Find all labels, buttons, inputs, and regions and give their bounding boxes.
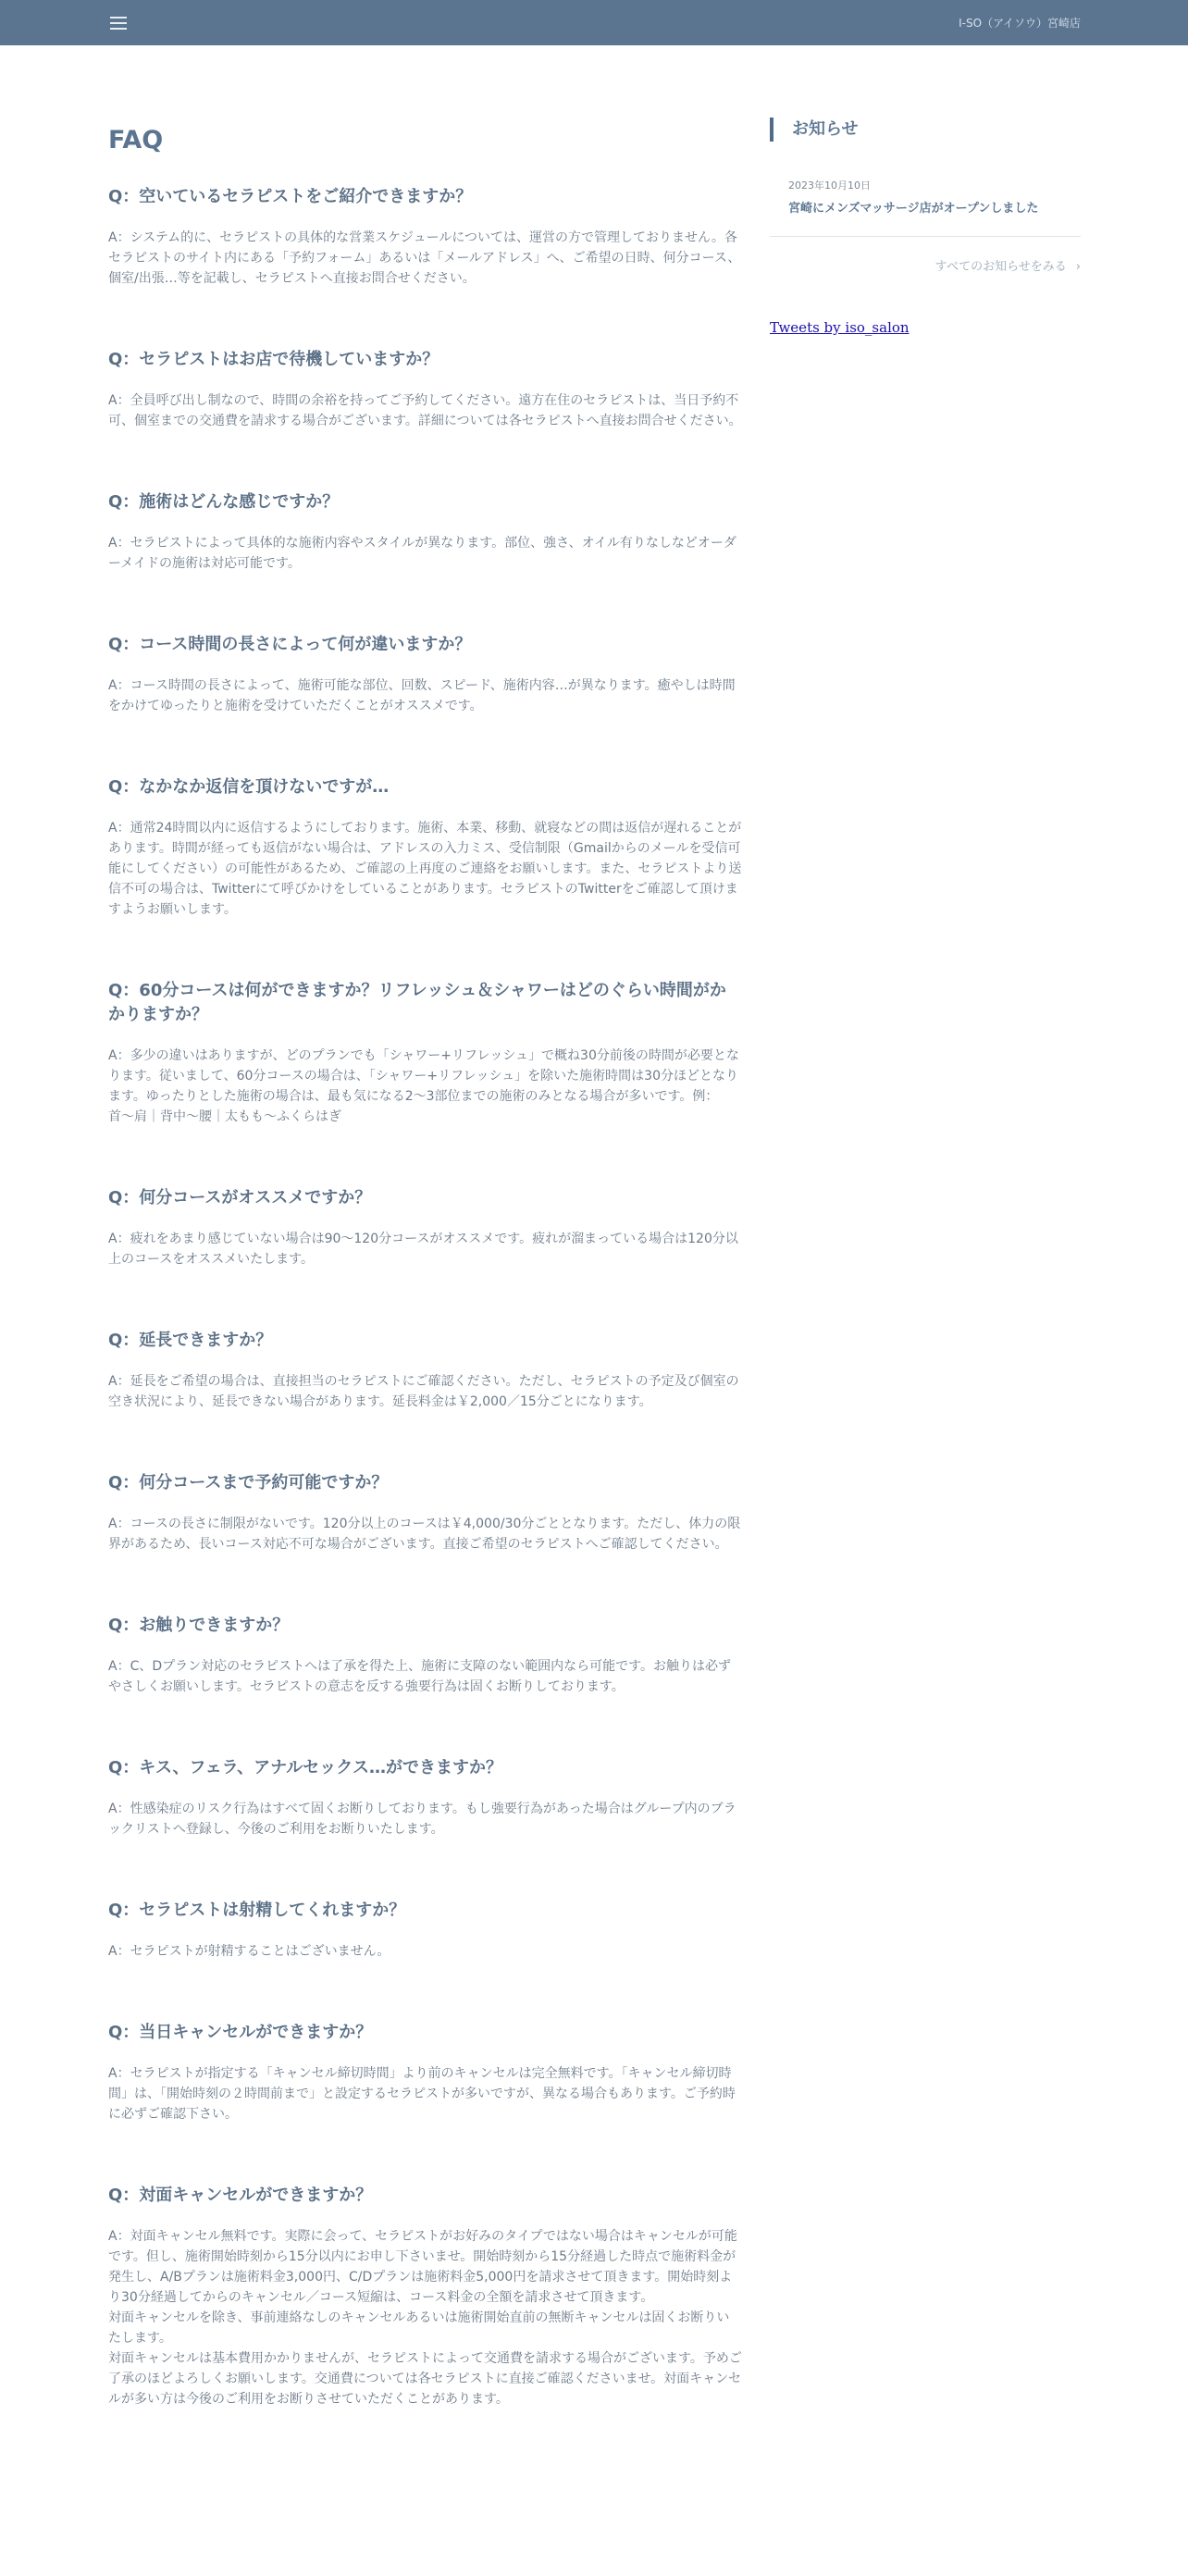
- faq-question: Q：お触りできますか？: [108, 1616, 290, 1635]
- faq-item: [108, 1186, 742, 1269]
- faq-item: [108, 633, 742, 716]
- faq-answer: A：コースの長さに制限がないです。120分以上のコースは￥4,000/30分ごととなります。ただし、体力の限界があるため、長いコース対応不可な場合がございます。直接ご希望のセラピストへご確認してください。: [108, 1517, 741, 1552]
- faq-answer: A：多少の違いはありますが、どのプランでも「シャワー+リフレッシュ」で概ね30分前後の時間が必要となります。従いまして、60分コースの場合は、「シャワー+リフレッシュ」を除いた施術時間は30分ほどとなります。ゆったりとした施術の場合は、最も気になる2〜3部位までの施術のみとなる場合が多いです。例：首〜肩｜背中〜腰｜太もも〜ふくらはぎ: [108, 1048, 739, 1124]
- faq-question: Q：何分コースがオススメですか？: [108, 1188, 372, 1208]
- faq-answer: A：コース時間の長さによって、施術可能な部位、回数、スピード、施術内容…が異なります。癒やしは時間をかけてゆったりと施術を受けていただくことがオススメです。: [108, 678, 736, 713]
- faq-item: [108, 1899, 742, 1962]
- tweets-link[interactable]: Tweets by iso_salon: [770, 319, 910, 336]
- faq-item: [108, 348, 742, 431]
- chevron-right-icon: ›: [1075, 260, 1081, 274]
- news-date: 2023年10月10日: [788, 180, 871, 192]
- faq-answer: A：対面キャンセル無料です。実際に会って、セラピストがお好みのタイプではない場合はキャンセルが可能です。但し、施術開始時刻から15分以内にお申し下さいませ。開始時刻から15分経過した時点で施術料金が発生し、A/Bプランは施術料金3,000円、C/Dプランは施術料金5,000円を請求させて頂きます。開始時刻より30分経過してからのキャンセル／コース短縮は、コース料金の全額を請求させて頂きます。 対面キャンセルを除き、事前連絡なしのキャンセルあるいは施術開始直前の無断キャンセルは固くお断りいたします。 対面キャンセルは基本費用かかりませんが、セラピストによって交通費を請求する場合がございます。予めご了承のほどよろしくお願いします。交通費については各セラピストに直接ご確認くださいませ。対面キャンセルが多い方は今後のご利用をお断りさせていただくことがあります。: [108, 2229, 742, 2407]
- all-news-link[interactable]: [770, 259, 1081, 276]
- faq-item: [108, 490, 742, 574]
- hamburger-menu-icon[interactable]: [108, 15, 130, 31]
- faq-list: [108, 185, 742, 2409]
- faq-item: [108, 1329, 742, 1412]
- faq-item: [108, 775, 742, 920]
- faq-question: Q：何分コースまで予約可能ですか？: [108, 1473, 389, 1492]
- faq-answer: A：セラピストによって具体的な施術内容やスタイルが異なります。部位、強さ、オイル有りなしなどオーダーメイドの施術は対応可能です。: [108, 536, 736, 571]
- faq-question: Q：60分コースは何ができますか？リフレッシュ＆シャワーはどのぐらい時間がかかりますか？: [108, 981, 726, 1024]
- top-header: [0, 0, 1188, 45]
- faq-item: [108, 2021, 742, 2124]
- faq-question: Q：キス、フェラ、アナルセックス…ができますか？: [108, 1758, 503, 1777]
- faq-answer: A：延長をご希望の場合は、直接担当のセラピストにご確認ください。ただし、セラピストの予定及び個室の空き状況により、延長できない場合があります。延長料金は￥2,000／15分ごとになります。: [108, 1374, 739, 1409]
- faq-answer: A：セラピストが指定する「キャンセル締切時間」より前のキャンセルは完全無料です。「キャンセル締切時間」は、「開始時刻の２時間前まで」と設定するセラピストが多いですが、異なる場合もあります。ご予約時に必ずご確認下さい。: [108, 2066, 736, 2122]
- faq-question: Q：空いているセラピストをご紹介できますか？: [108, 187, 473, 206]
- faq-item: [108, 185, 742, 289]
- faq-answer: A：全員呼び出し制なので、時間の余裕を持ってご予約してください。遠方在住のセラピストは、当日予約不可、個室までの交通費を請求する場合がございます。詳細については各セラピストへ直接お問合せください。: [108, 393, 742, 428]
- faq-answer: A：セラピストが射精することはございません。: [108, 1944, 390, 1959]
- faq-question: Q：コース時間の長さによって何が違いますか？: [108, 635, 472, 654]
- faq-question: Q：セラピストは射精してくれますか？: [108, 1901, 406, 1920]
- news-heading: お知らせ: [770, 118, 1081, 142]
- faq-item: [108, 2184, 742, 2409]
- page-title: FAQ: [108, 126, 164, 155]
- faq-answer: A：疲れをあまり感じていない場合は90〜120分コースがオススメです。疲れが溜まっている場合は120分以上のコースをオススメいたします。: [108, 1232, 738, 1267]
- news-title-link[interactable]: 宮崎にメンズマッサージ店がオープンしました: [788, 202, 1039, 216]
- faq-question: Q：当日キャンセルができますか？: [108, 2023, 373, 2042]
- faq-item: [108, 1756, 742, 1839]
- faq-section: [108, 122, 742, 2469]
- news-item[interactable]: [770, 179, 1081, 237]
- faq-question: Q：延長できますか？: [108, 1331, 273, 1350]
- faq-answer: A：C、Dプラン対応のセラピストへは了承を得た上、施術に支障のない範囲内なら可能です。お触りは必ずやさしくお願いします。セラピストの意志を反する強要行為は固くお断りしております。: [108, 1659, 732, 1694]
- faq-question: Q：なかなか返信を頂けないですが…: [108, 777, 390, 797]
- faq-item: [108, 1614, 742, 1697]
- brand-name[interactable]: I-SO（アイソウ）宮崎店: [959, 17, 1081, 30]
- faq-question: Q：セラピストはお店で待機していますか？: [108, 350, 439, 369]
- faq-item: [108, 1471, 742, 1554]
- all-news-label[interactable]: すべてのお知らせをみる: [934, 260, 1067, 274]
- faq-answer: A：通常24時間以内に返信するようにしております。施術、本業、移動、就寝などの間は返信が遅れることがあります。時間が経っても返信がない場合は、アドレスの入力ミス、受信制限（Gmailからのメールを受信可能にしてください）の可能性があるため、ご確認の上再度のご連絡をお願いします。また、セラピストより送信不可の場合は、Twitterにて呼びかけをしていることがあります。セラピストのTwitterをご確認して頂けますようお願いします。: [108, 821, 742, 917]
- faq-question: Q：施術はどんな感じですか？: [108, 492, 340, 512]
- sidebar: [770, 118, 1081, 336]
- faq-item: [108, 979, 742, 1127]
- faq-answer: A：システム的に、セラピストの具体的な営業スケジュールについては、運営の方で管理しておりません。各セラピストのサイト内にある「予約フォーム」あるいは「メールアドレス」へ、ご希望の日時、何分コース、個室/出張…等を記載し、セラピストへ直接お問合せください。: [108, 230, 741, 286]
- faq-question: Q：対面キャンセルができますか？: [108, 2186, 373, 2205]
- faq-answer: A：性感染症のリスク行為はすべて固くお断りしております。もし強要行為があった場合はグループ内のブラックリストへ登録し、今後のご利用をお断りいたします。: [108, 1802, 736, 1837]
